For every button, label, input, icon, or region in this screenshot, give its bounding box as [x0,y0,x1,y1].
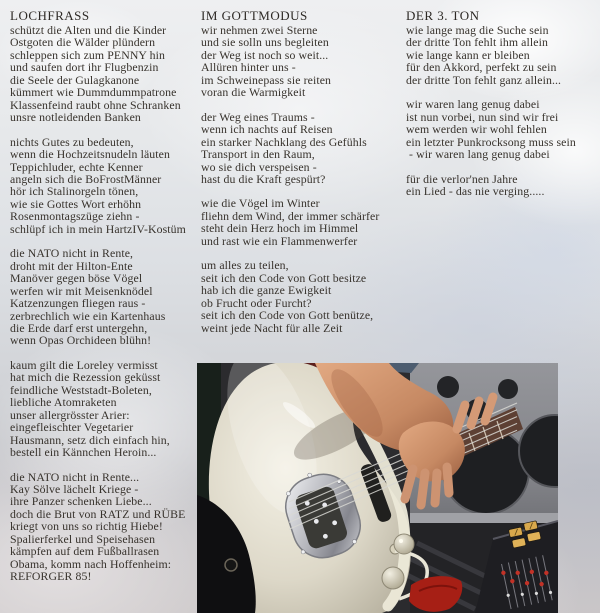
song-title-lochfrass: LOCHFRASS [10,8,90,23]
lyric-stanza [10,247,200,347]
lyric-line: ist nun vorbei, nun sind wir frei [406,109,559,124]
lyric-line: wir waren lang genug dabei [406,97,540,112]
lyric-line: seit ich den Code von Gott benütze, [201,308,374,323]
lyric-line: wenn ich nachts auf Reisen [201,122,333,137]
lyric-line: für den Akkord, perfekt zu sein [406,60,557,75]
lyric-stanza [201,197,403,247]
lyric-line: kämpfen auf dem Fußballrasen [10,544,160,559]
lyric-line: Transport in den Raum, [201,147,315,162]
lyric-line: zerbrechlich wie ein Kartenhaus [10,308,166,323]
lyric-line: für die verlor'nen Jahre [406,171,518,186]
lyric-line: voran die Warmigkeit [201,85,306,100]
lyric-line: doch die Brut von RATZ und RÜBE [10,506,186,521]
lyric-line: und sie solln uns begleiten [201,35,329,50]
studio-photo [197,363,558,613]
fretting-fingers [457,397,493,429]
lyric-line: Allüren hinter uns - [201,60,296,75]
lyric-line: schleppen sich zum PENNY hin [10,47,166,62]
lyric-line: angeln sich die BoFrostMänner [10,171,162,186]
lyric-line: die NATO nicht in Rente, [10,246,134,261]
lyric-stanza [10,24,200,124]
lyric-line: nichts Gutes zu bedeuten, [10,134,134,149]
lyric-line: liebliche Atomraketen [10,395,117,410]
lyric-line: ein starker Nachklang des Gefühls [201,134,367,149]
lyric-line: der Weg ist noch so weit... [201,47,329,62]
lyric-stanza [10,359,200,459]
lyric-line: bestell ein Kännchen Heroin... [10,445,157,460]
lyric-line: im Schweinepass sie reiten [201,72,332,87]
lyric-line: Teppichluder, echte Kenner [10,159,143,174]
lyric-line: hast du die Kraft gespürt? [201,171,326,186]
lyric-line: eingefleischter Vegetarier [10,420,134,435]
lyric-line: fliehn dem Wind, der immer schärfer [201,208,380,223]
lyric-line: kaum gilt die Loreley vermisst [10,357,158,372]
lyric-line: Manöver gegen böse Vögel [10,271,143,286]
lyric-line: droht mit der Hilton-Ente [10,258,133,273]
lyric-line: Rosenmontagszüge ziehn - [10,209,140,224]
lyric-stanza [201,24,403,99]
lyric-stanza [201,111,403,186]
lyric-line: wie lange mag die Suche sein [406,23,549,37]
lyric-line: Kay Sölve lächelt Kriege - [10,481,139,496]
lyric-line: ihre Panzer schenken Liebe... [10,494,152,509]
lyric-line: hör ich Stalinorgeln tönen, [10,184,139,199]
lyric-line: Obama, komm nach Hoffenheim: [10,556,172,571]
lyric-line: und saufen dort ihr Flugbenzin [10,60,159,75]
lyric-line: kriegt von uns so richtig Hiebe! [10,519,163,534]
lyric-line: Klassenfeind raubt ohne Schranken [10,97,181,112]
lyric-stanza [406,173,598,198]
lyric-line: wo sie dich verspeisen - [201,159,317,174]
lyric-stanza [10,136,200,236]
lyrics-column-der-3-ton [406,9,598,209]
volume-knob [394,534,414,554]
lyric-line: werfen wir mit Meisenknödel [10,283,153,298]
strap-button [225,559,237,571]
lyric-line: seit ich den Code von Gott besitze [201,270,367,285]
lyric-line: hab ich die ganze Ewigkeit [201,283,332,298]
tone-knob [382,567,404,589]
lyric-line: wir nehmen zwei Sterne [201,23,318,37]
lyric-line: die NATO nicht in Rente... [10,469,140,484]
lyrics-column-im-gottmodus [201,9,403,346]
lyric-stanza [406,98,598,160]
lyric-line: wenn die Hochzeitsnudeln läuten [10,147,171,162]
lyric-line: - wir waren lang genug dabei [406,147,550,162]
lyric-line: feindliche Weststadt-Boleten, [10,382,152,397]
lyric-line: der Weg eines Traums - [201,109,315,124]
lyric-line: kümmert wie Dummdummpatrone [10,85,177,100]
lyric-line: wie lange kann er bleiben [406,47,530,62]
lyric-line: um alles zu teilen, [201,258,289,273]
lyric-line: unsre notleidenden Banken [10,110,141,125]
lyric-line: ein Lied - das nie verging..... [406,183,545,198]
lyric-line: Hausmann, setz dich einfach hin, [10,432,170,447]
lyric-line: wem werden wir wohl fehlen [406,122,547,137]
lyric-line: REFORGER 85! [10,569,92,584]
lyric-stanza [10,471,200,583]
lyric-line: der dritte Ton fehlt ihm allein [406,35,548,50]
song-title-im-gottmodus: IM GOTTMODUS [201,8,308,23]
lyric-line: steht dein Herz hoch im Himmel [201,221,359,236]
lyric-line: die Erde darf erst untergehn, [10,320,148,335]
lyric-line: schützt die Alten und die Kinder [10,23,167,37]
lyric-line: weint jede Nacht für alle Zeit [201,320,343,335]
lyric-line: hat mich die Rezession geküsst [10,370,161,385]
lyric-line: die Seele der Gulagkanone [10,72,140,87]
lyric-stanza [201,259,403,334]
lyric-line: Katzenzungen fliegen raus - [10,296,146,311]
lyric-line: ob Frucht oder Furcht? [201,295,312,310]
lyrics-stanzas-im-gottmodus [201,24,403,334]
lyrics-stanzas-der-3-ton [406,24,598,197]
song-title-der-3-ton: DER 3. TON [406,8,480,23]
lyric-stanza [406,24,598,86]
lyric-line: Ostgoten die Wälder plündern [10,35,156,50]
lyric-line: und rast wie ein Flammenwerfer [201,233,358,248]
lyrics-column-lochfrass [10,9,200,595]
lyric-line: schlüpf ich in mein HartzIV-Kostüm [10,221,186,236]
lyric-line: Spalierferkel und Speisehasen [10,531,156,546]
lyric-line: wie sie Gottes Wort erhöhn [10,196,142,211]
lyric-line: ein letzter Punkrocksong muss sein [406,134,576,149]
lyric-line: der dritte Ton fehlt ganz allein... [406,72,562,87]
lyric-line: wie die Vögel im Winter [201,196,320,211]
lyric-line: wenn Opas Orchideen blühn! [10,333,152,348]
lyric-line: unser allergrösster Arier: [10,407,130,422]
lyrics-stanzas-lochfrass [10,24,200,583]
